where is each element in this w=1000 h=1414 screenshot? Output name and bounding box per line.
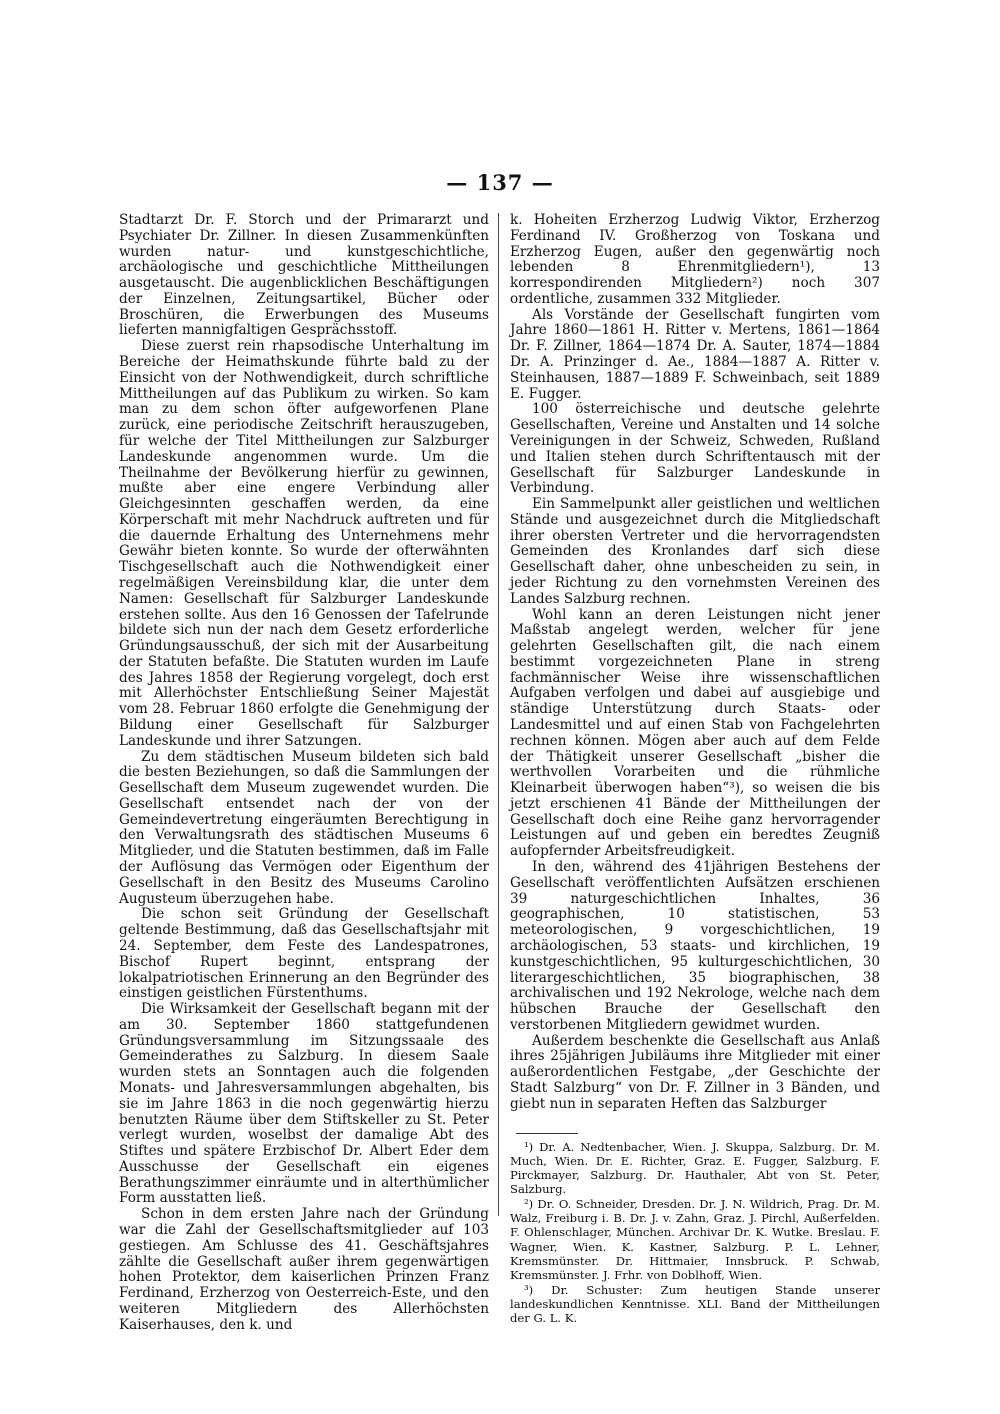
- paragraph: Außerdem beschenkte die Gesellschaft aus Anlaß ihres 25jährigen Jubiläums ihre Mitglieder mit einer außerordentlichen Festgabe, „der Geschichte der Stadt Salzburg“ von Dr. F. Zillner in 3 Bänden, und giebt nun in separaten Heften das Salzburger: [510, 1032, 880, 1112]
- footnote-rule: [516, 1133, 578, 1134]
- right-column: [510, 213, 880, 1325]
- footnote: ²) Dr. O. Schneider, Dresden. Dr. J. N. Wildrich, Prag. Dr. M. Walz, Freiburg i. B. Dr. J. v. Zahn, Graz. J. Pirchl, Außerfelden. F. Ohlenschlager, München. Archivar Dr. K. Wutke. Breslau. F. Wagner, Wien. K. Kastner, Salzburg. P. L. Lehner, Kremsmünster. Dr. Hittmaier, Innsbruck. P. Schwab, Kremsmünster. J. Frhr. von Doblhoff, Wien.: [510, 1196, 880, 1283]
- paragraph: k. Hoheiten Erzherzog Ludwig Viktor, Erzherzog Ferdinand IV. Großherzog von Toskana und Erzherzog Eugen, außer den gegenwärtig noch lebenden 8 Ehrenmitgliedern¹), 13 korrespondirenden Mitgliedern²) noch 307 ordentliche, zusammen 332 Mitglieder.: [510, 212, 880, 307]
- page-number: — 137 —: [446, 170, 554, 195]
- footnote: ³) Dr. Schuster: Zum heutigen Stande unserer landeskundlichen Kenntnisse. XLI. Band der Mittheilungen der G. L. K.: [510, 1282, 880, 1326]
- paragraph: Stadtarzt Dr. F. Storch und der Primararzt und Psychiater Dr. Zillner. In diesen Zusammenkünften wurden natur- und kunstgeschichtliche, archäologische und geschichtliche Mittheilungen ausgetauscht. Die augenblicklichen Beschäftigungen der Einzelnen, Zeitungsartikel, Bücher oder Broschüren, die Erwerbungen des Museums lieferten mannigfaltigen Gesprächsstoff.: [119, 212, 489, 339]
- paragraph: Zu dem städtischen Museum bildeten sich bald die besten Beziehungen, so daß die Sammlungen der Gesellschaft dem Museum zugewendet wurden. Die Gesellschaft entsendet nach der von der Gemeindevertretung eingeräumten Berechtigung in den Verwaltungsrath des städtischen Museums 6 Mitglieder, und die Statuten bestimmen, daß im Falle der Auflösung das Vermögen oder Eigenthum der Gesellschaft in den Besitz des Museums Carolino Augusteum überzugehen habe.: [119, 748, 489, 907]
- left-column: [119, 213, 489, 1333]
- column-divider: [498, 213, 499, 1216]
- paragraph: Als Vorstände der Gesellschaft fungirten vom Jahre 1860—1861 H. Ritter v. Mertens, 1861—1864 Dr. F. Zillner, 1864—1874 Dr. A. Sauter, 1874—1884 Dr. A. Prinzinger d. Ae., 1884—1887 A. Ritter v. Steinhausen, 1887—1889 F. Schweinbach, seit 1889 E. Fugger.: [510, 306, 880, 402]
- paragraph: Die Wirksamkeit der Gesellschaft begann mit der am 30. September 1860 stattgefundenen Gründungsversammlung im Sitzungssaale des Gemeinderathes zu Salzburg. In diesem Saale wurden stets an Sonntagen auch die folgenden Monats- und Jahresversammlungen abgehalten, bis sie im Jahre 1863 in die noch gegenwärtig hierzu benutzten Räume über dem Stiftskeller zu St. Peter verlegt wurden, woselbst der damalige Abt des Stiftes und spätere Erzbischof Dr. Albert Eder dem Ausschusse der Gesellschaft ein eigenes Berathungszimmer einräumte und in alterthümlicher Form ausstatten ließ.: [119, 1001, 489, 1207]
- footnote: ¹) Dr. A. Nedtenbacher, Wien. J. Skuppa, Salzburg. Dr. M. Much, Wien. Dr. E. Richter, Graz. E. Fugger, Salzburg. F. Pirckmayer, Salzburg. Dr. Hauthaler, Abt von St. Peter, Salzburg.: [510, 1139, 880, 1197]
- paragraph: Die schon seit Gründung der Gesellschaft geltende Bestimmung, daß das Gesellschaftsjahr mit 24. September, dem Feste des Landespatrones, Bischof Rupert beginnt, entsprang der lokalpatriotischen Erinnerung an den Begründer des einstigen geistlichen Fürstenthums.: [119, 906, 489, 1002]
- paragraph: Schon in dem ersten Jahre nach der Gründung war die Zahl der Gesellschaftsmitglieder auf 103 gestiegen. Am Schlusse des 41. Geschäftsjahres zählte die Gesellschaft außer ihrem gegenwärtigen hohen Protektor, dem kaiserlichen Prinzen Franz Ferdinand, Erzherzog von Oesterreich-Este, und den weiteren Mitgliedern des Allerhöchsten Kaiserhauses, den k. und: [119, 1206, 489, 1333]
- paragraph: Ein Sammelpunkt aller geistlichen und weltlichen Stände und ausgezeichnet durch die Mitgliedschaft ihrer obersten Vertreter und die hervorragendsten Gemeinden des Kronlandes darf sich diese Gesellschaft daher, ohne unbescheiden zu sein, in jeder Richtung zu den vornehmsten Vereinen des Landes Salzburg rechnen.: [510, 496, 880, 607]
- paragraph: Diese zuerst rein rhapsodische Unterhaltung im Bereiche der Heimathskunde führte bald zu der Einsicht von der Nothwendigkeit, durch schriftliche Mittheilungen auf das Publikum zu wirken. So kam man zu dem schon öfter aufgeworfenen Plane zurück, eine periodische Zeitschrift herauszugeben, für welche der Titel Mittheilungen zur Salzburger Landeskunde angenommen wurde. Um die Theilnahme der Bevölkerung hierfür zu gewinnen, mußte aber eine engere Verbindung aller Gleichgesinnten geschaffen werden, da eine Körperschaft mit mehr Nachdruck auftreten und für die dauernde Erhaltung des Unternehmens mehr Gewähr bieten konnte. So wurde der ofterwähnten Tischgesellschaft auch die Nothwendigkeit einer regelmäßigen Vereinsbildung klar, die unter dem Namen: Gesellschaft für Salzburger Landeskunde erstehen sollte. Aus den 16 Genossen der Tafelrunde bildete sich nun der nach dem Gesetz erforderliche Gründungsausschuß, der sich mit der Ausarbeitung der Statuten befaßte. Die Statuten wurden im Laufe des Jahres 1858 der Regierung vorgelegt, doch erst mit Allerhöchster Entschließung Seiner Majestät vom 28. Februar 1860 erfolgte die Genehmigung der Bildung einer Gesellschaft für Salzburger Landeskunde und ihrer Satzungen.: [119, 338, 489, 749]
- paragraph: 100 österreichische und deutsche gelehrte Gesellschaften, Vereine und Anstalten und 14 solche Vereinigungen in der Schweiz, Schweden, Rußland und Italien stehen durch Schriftentausch mit der Gesellschaft für Salzburger Landeskunde in Verbindung.: [510, 401, 880, 497]
- paragraph: Wohl kann an deren Leistungen nicht jener Maßstab angelegt werden, welcher für jene gelehrten Gesellschaften gilt, die nach einem bestimmt vorgezeichneten Plane in streng fachmännischer Weise ihre wissenschaftlichen Aufgaben verfolgen und dabei auf ausgiebige und ständige Unterstützung durch Staats- oder Landesmittel und auf einen Stab von Fachgelehrten rechnen können. Mögen aber auch auf dem Felde der Thätigkeit unserer Gesellschaft „bisher die werthvollen Vorarbeiten und die rühmliche Kleinarbeit überwogen haben“³), so weisen die bis jetzt erschienen 41 Bände der Mittheilungen der Gesellschaft doch eine Reihe ganz hervorragender Leistungen auf und geben ein beredtes Zeugniß aufopfernder Arbeitsfreudigkeit.: [510, 606, 880, 860]
- paragraph: In den, während des 41jährigen Bestehens der Gesellschaft veröffentlichten Aufsätzen erschienen 39 naturgeschichtlichen Inhaltes, 36 geographischen, 10 statistischen, 53 meteorologischen, 9 vorgeschichtlichen, 19 archäologischen, 53 staats- und kirchlichen, 19 kunstgeschichtlichen, 95 kulturgeschichtlichen, 30 literargeschichtlichen, 35 biographischen, 38 archivalischen und 192 Nekrologe, welche nach dem hübschen Brauche der Gesellschaft den verstorbenen Mitgliedern gewidmet wurden.: [510, 859, 880, 1033]
- footnotes: [510, 1140, 880, 1326]
